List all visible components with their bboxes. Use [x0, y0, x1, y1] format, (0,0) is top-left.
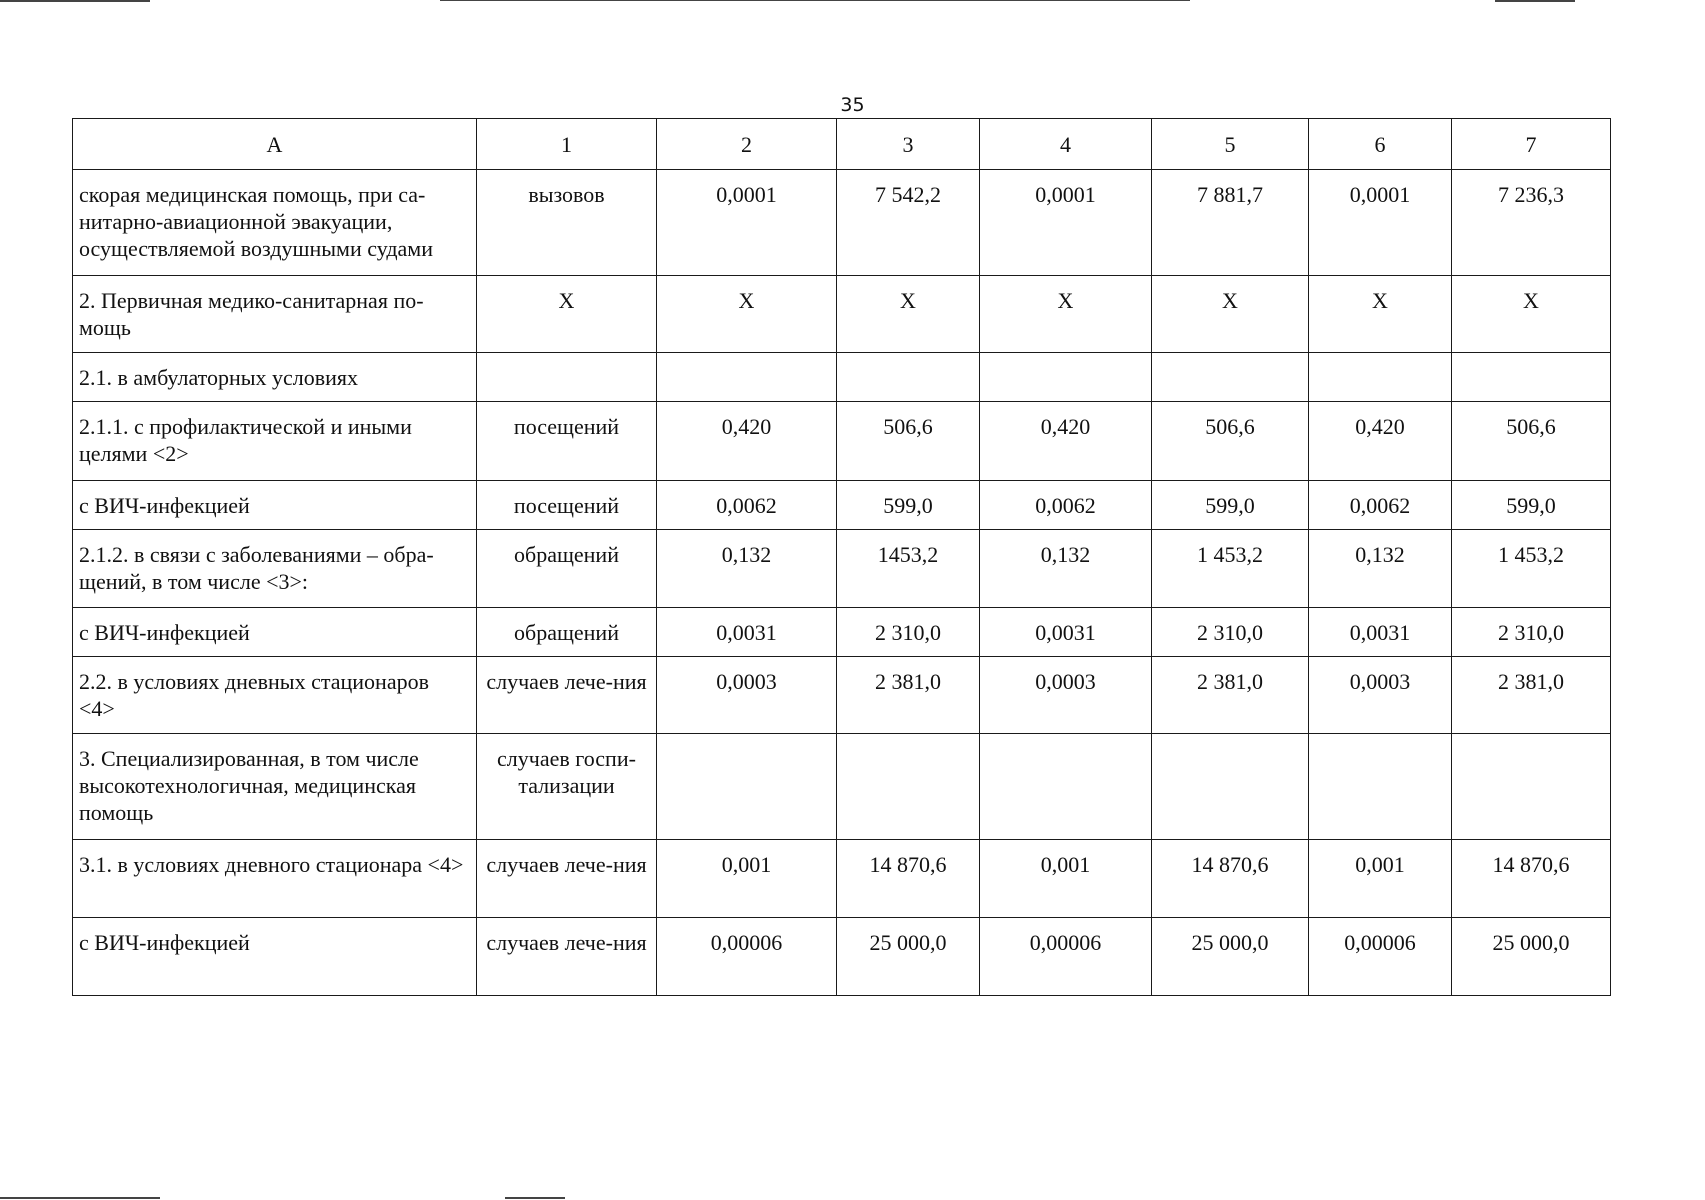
row-name-cell: 3. Специализированная, в том числе высокотехнологичная, медицинская помощь: [73, 734, 477, 840]
row-value-cell: [1452, 353, 1611, 402]
header-cell-6: 6: [1309, 119, 1452, 170]
row-value-cell: 14 870,6: [1452, 840, 1611, 918]
row-value-cell: 0,001: [657, 840, 837, 918]
table-row: [73, 734, 1611, 840]
scan-artifact-bottom-mid: [505, 1197, 565, 1199]
row-value-cell: 0,0003: [657, 657, 837, 734]
row-value-cell: [657, 353, 837, 402]
table-row: [73, 353, 1611, 402]
row-unit-cell: обращений: [477, 530, 657, 608]
row-value-cell: Х: [837, 276, 980, 353]
row-unit-cell: случаев лече-ния: [477, 840, 657, 918]
row-value-cell: 1453,2: [837, 530, 980, 608]
row-value-cell: 25 000,0: [1152, 918, 1309, 996]
row-value-cell: 0,420: [980, 402, 1152, 481]
row-value-cell: [837, 353, 980, 402]
row-value-cell: 0,0003: [980, 657, 1152, 734]
row-value-cell: 0,001: [980, 840, 1152, 918]
row-unit-cell: посещений: [477, 402, 657, 481]
row-value-cell: 0,0001: [980, 170, 1152, 276]
row-unit-cell: случаев лече-ния: [477, 918, 657, 996]
row-value-cell: 25 000,0: [837, 918, 980, 996]
row-value-cell: [657, 734, 837, 840]
row-value-cell: Х: [657, 276, 837, 353]
row-value-cell: 0,00006: [657, 918, 837, 996]
row-value-cell: 1 453,2: [1452, 530, 1611, 608]
row-value-cell: 0,420: [1309, 402, 1452, 481]
row-value-cell: [980, 353, 1152, 402]
row-value-cell: 0,132: [980, 530, 1152, 608]
row-name-cell: 3.1. в условиях дневного стационара <4>: [73, 840, 477, 918]
row-value-cell: [1152, 734, 1309, 840]
row-unit-cell: вызовов: [477, 170, 657, 276]
row-value-cell: [980, 734, 1152, 840]
row-value-cell: 2 310,0: [837, 608, 980, 657]
row-value-cell: 0,0062: [980, 481, 1152, 530]
scan-artifact-top-right: [1495, 0, 1575, 2]
header-cell-2: 2: [657, 119, 837, 170]
row-value-cell: [1309, 353, 1452, 402]
table-row: [73, 840, 1611, 918]
row-value-cell: 0,0003: [1309, 657, 1452, 734]
table-row: [73, 170, 1611, 276]
row-value-cell: 14 870,6: [1152, 840, 1309, 918]
row-name-cell: 2.1. в амбулаторных условиях: [73, 353, 477, 402]
row-name-cell: с ВИЧ-инфекцией: [73, 608, 477, 657]
row-unit-cell: Х: [477, 276, 657, 353]
row-value-cell: 599,0: [837, 481, 980, 530]
row-value-cell: 0,00006: [980, 918, 1152, 996]
row-value-cell: Х: [1452, 276, 1611, 353]
row-value-cell: 0,00006: [1309, 918, 1452, 996]
row-name-cell: с ВИЧ-инфекцией: [73, 481, 477, 530]
table-row: [73, 918, 1611, 996]
row-value-cell: 7 542,2: [837, 170, 980, 276]
row-value-cell: Х: [1309, 276, 1452, 353]
row-value-cell: [1309, 734, 1452, 840]
row-value-cell: Х: [980, 276, 1152, 353]
row-unit-cell: случаев госпи-тализации: [477, 734, 657, 840]
row-value-cell: 0,0001: [657, 170, 837, 276]
row-value-cell: 0,0062: [657, 481, 837, 530]
row-value-cell: [1452, 734, 1611, 840]
table-row: [73, 530, 1611, 608]
row-name-cell: скорая медицинская помощь, при са-нитарно-авиационной эвакуации, осуществляемой воздушными судами: [73, 170, 477, 276]
header-cell-1: 1: [477, 119, 657, 170]
row-name-cell: 2.1.1. с профилактической и иными целями <2>: [73, 402, 477, 481]
table-header-row: [73, 119, 1611, 170]
row-value-cell: 2 310,0: [1152, 608, 1309, 657]
row-unit-cell: посещений: [477, 481, 657, 530]
row-value-cell: 0,132: [1309, 530, 1452, 608]
row-value-cell: 0,0001: [1309, 170, 1452, 276]
row-value-cell: 25 000,0: [1452, 918, 1611, 996]
table-row: [73, 657, 1611, 734]
row-name-cell: 2.1.2. в связи с заболеваниями – обра-щений, в том числе <3>:: [73, 530, 477, 608]
row-name-cell: 2. Первичная медико-санитарная по-мощь: [73, 276, 477, 353]
row-value-cell: 2 381,0: [1452, 657, 1611, 734]
table-row: [73, 608, 1611, 657]
header-cell-3: 3: [837, 119, 980, 170]
row-unit-cell: обращений: [477, 608, 657, 657]
header-cell-a: А: [73, 119, 477, 170]
row-name-cell: с ВИЧ-инфекцией: [73, 918, 477, 996]
row-value-cell: [837, 734, 980, 840]
row-value-cell: 0,420: [657, 402, 837, 481]
row-value-cell: 0,001: [1309, 840, 1452, 918]
table-row: [73, 481, 1611, 530]
data-table: [72, 118, 1611, 996]
table-body: [73, 119, 1611, 996]
header-cell-7: 7: [1452, 119, 1611, 170]
row-value-cell: 599,0: [1452, 481, 1611, 530]
row-value-cell: 0,0031: [657, 608, 837, 657]
row-unit-cell: [477, 353, 657, 402]
row-value-cell: 0,132: [657, 530, 837, 608]
table-row: [73, 402, 1611, 481]
row-unit-cell: случаев лече-ния: [477, 657, 657, 734]
scan-artifact-bottom-left: [0, 1197, 160, 1199]
row-value-cell: 599,0: [1152, 481, 1309, 530]
header-cell-5: 5: [1152, 119, 1309, 170]
row-value-cell: 506,6: [1152, 402, 1309, 481]
page-number: 35: [840, 94, 865, 116]
row-value-cell: 0,0062: [1309, 481, 1452, 530]
scan-artifact-top-left: [0, 0, 150, 2]
row-value-cell: Х: [1152, 276, 1309, 353]
row-value-cell: 14 870,6: [837, 840, 980, 918]
row-value-cell: 506,6: [1452, 402, 1611, 481]
table-row: [73, 276, 1611, 353]
scan-artifact-top-mid: [440, 0, 1190, 1]
row-value-cell: 2 381,0: [837, 657, 980, 734]
row-name-cell: 2.2. в условиях дневных стационаров <4>: [73, 657, 477, 734]
header-cell-4: 4: [980, 119, 1152, 170]
row-value-cell: 2 310,0: [1452, 608, 1611, 657]
row-value-cell: 2 381,0: [1152, 657, 1309, 734]
row-value-cell: 506,6: [837, 402, 980, 481]
row-value-cell: 0,0031: [980, 608, 1152, 657]
row-value-cell: 1 453,2: [1152, 530, 1309, 608]
row-value-cell: 7 881,7: [1152, 170, 1309, 276]
row-value-cell: 7 236,3: [1452, 170, 1611, 276]
row-value-cell: 0,0031: [1309, 608, 1452, 657]
row-value-cell: [1152, 353, 1309, 402]
